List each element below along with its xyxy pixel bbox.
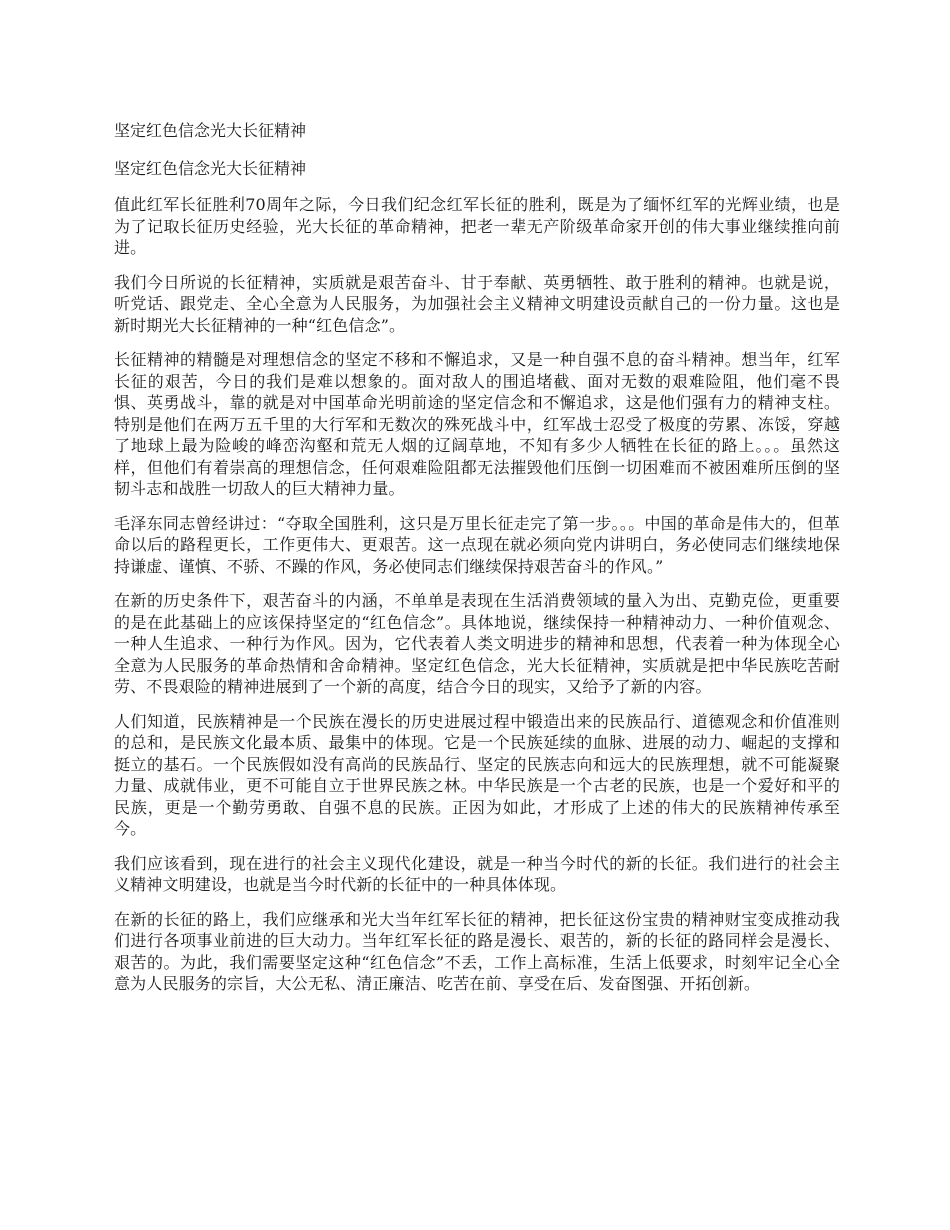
paragraph-spirit-essence: 长征精神的精髓是对理想信念的坚定不移和不懈追求，又是一种自强不息的奋斗精神。想当年，红军长征的艰苦，今日的我们是难以想象的。面对敌人的围追堵截、面对无数的艰难险阻，他们毫不畏惧、英勇战斗，靠的就是对中国革命光明前途的坚定信念和不懈追求，这是他们强有力的精神支柱。特别是他们在两万五千里的大行军和无数次的殊死战斗中，红军战士忍受了极度的劳累、冻馁，穿越了地球上最为险峻的峰峦沟壑和荒无人烟的辽阔草地，不知有多少人牺牲在长征的路上。。。虽然这样，但他们有着崇高的理想信念，任何艰难险阻都无法摧毁他们压倒一切困难而不被困难所压倒的坚韧斗志和战胜一切敌人的巨大精神力量。 [114, 350, 840, 498]
document-title: 坚定红色信念光大长征精神 [114, 121, 307, 140]
document-page [114, 120, 840, 1008]
paragraph-new-conditions: 在新的历史条件下，艰苦奋斗的内涵，不单单是表现在生活消费领域的量入为出、克勤克俭，更重要的是在此基础上的应该保持坚定的“红色信念”。具体地说，继续保持一种精神动力、一种价值观念、一种人生追求、一种行为作风。因为，它代表着人类文明进步的精神和思想，代表着一种为体现全心全意为人民服务的革命热情和舍命精神。坚定红色信念，光大长征精神，实质就是把中华民族吃苦耐劳、不畏艰险的精神进展到了一个新的高度，结合今日的现实，又给予了新的内容。 [114, 591, 840, 696]
paragraph-modernization: 我们应该看到，现在进行的社会主义现代化建设，就是一种当今时代的新的长征。我们进行的社会主义精神文明建设，也就是当今时代新的长征中的一种具体体现。 [114, 853, 840, 894]
document-subtitle: 坚定红色信念光大长征精神 [114, 159, 307, 178]
paragraph-national-spirit: 人们知道，民族精神是一个民族在漫长的历史进展过程中锻造出来的民族品行、道德观念和价值准则的总和，是民族文化最本质、最集中的体现。它是一个民族延续的血脉、进展的动力、崛起的支撑和挺立的基石。一个民族假如没有高尚的民族品行、坚定的民族志向和远大的民族理想，就不可能凝聚力量、成就伟业，更不可能自立于世界民族之林。中华民族是一个古老的民族，也是一个爱好和平的民族，更是一个勤劳勇敢、自强不息的民族。正因为如此，才形成了上述的伟大的民族精神传承至今。 [114, 711, 840, 838]
paragraph-intro: 值此红军长征胜利70周年之际，今日我们纪念红军长征的胜利，既是为了缅怀红军的光辉业绩，也是为了记取长征历史经验，光大长征的革命精神，把老一辈无产阶级革命家开创的伟大事业继续推向前进。 [114, 195, 840, 257]
paragraph-mao-quote: 毛泽东同志曾经讲过：“夺取全国胜利，这只是万里长征走完了第一步。。。中国的革命是伟大的，但革命以后的路程更长，工作更伟大、更艰苦。这一点现在就必须向党内讲明白，务必使同志们继续地保持谦虚、谨慎、不骄、不躁的作风，务必使同志们继续保持艰苦奋斗的作风。” [114, 513, 840, 576]
paragraph-conclusion: 在新的长征的路上，我们应继承和光大当年红军长征的精神，把长征这份宝贵的精神财宝变成推动我们进行各项事业前进的巨大动力。当年红军长征的路是漫长、艰苦的，新的长征的路同样会是漫长、艰苦的。为此，我们需要坚定这种“红色信念”不丢，工作上高标准，生活上低要求，时刻牢记全心全意为人民服务的宗旨，大公无私、清正廉洁、吃苦在前、享受在后、发奋图强、开拓创新。 [114, 909, 840, 993]
paragraph-spirit-definition: 我们今日所说的长征精神，实质就是艰苦奋斗、甘于奉献、英勇牺牲、敢于胜利的精神。也就是说，听党话、跟党走、全心全意为人民服务，为加强社会主义精神文明建设贡献自己的一份力量。这也是新时期光大长征精神的一种“红色信念”。 [114, 272, 840, 335]
